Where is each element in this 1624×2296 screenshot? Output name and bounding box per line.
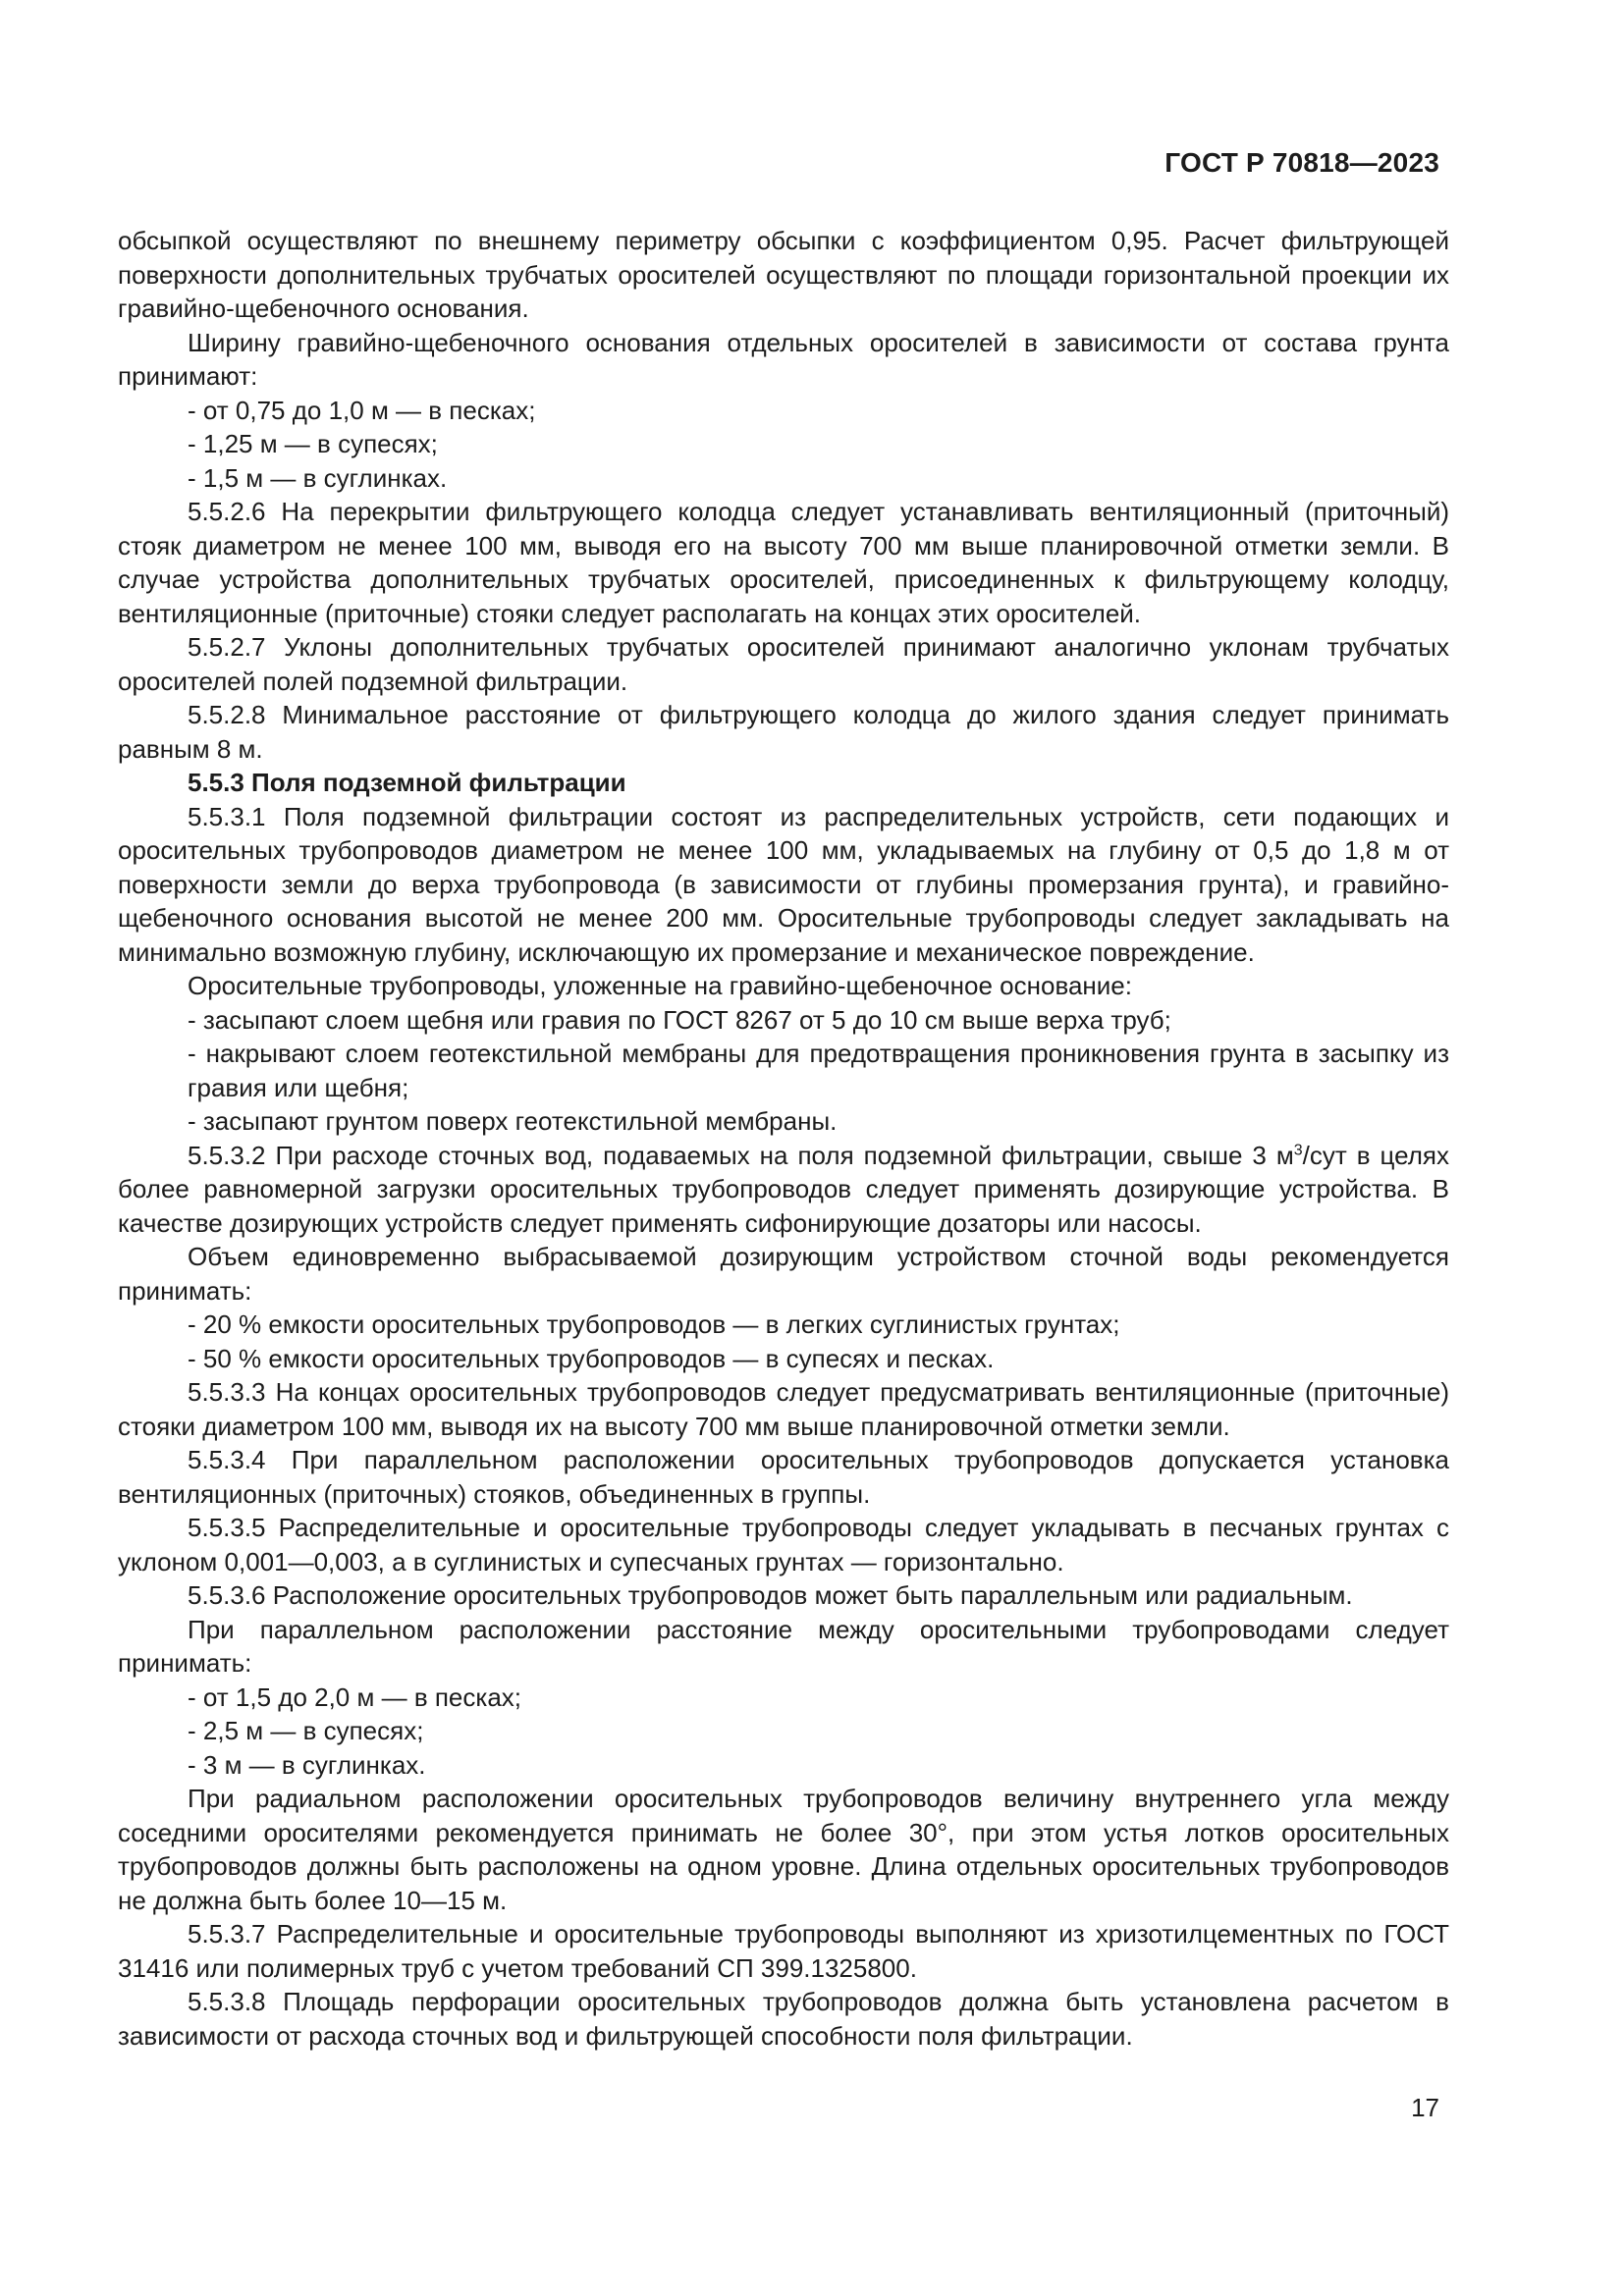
clause-5-5-2-7: 5.5.2.7 Уклоны дополнительных трубчатых оросителей принимают аналогично уклонам трубчатых оросителей полей подземной фильтрации. <box>118 632 1449 696</box>
list-item: - 1,5 м — в суглинках. <box>188 462 448 493</box>
clause-5-5-3-8: 5.5.3.8 Площадь перфорации оросительных трубопроводов должна быть установлена расчетом в зависимости от расхода сточных вод и фильтрующей способности поля фильтрации. <box>118 1987 1449 2051</box>
list-item: - 50 % емкости оросительных трубопроводов — в супесях и песках. <box>188 1343 995 1373</box>
clause-5-5-3-5: 5.5.3.5 Распределительные и оросительные трубопроводы следует укладывать в песчаных грунтах с уклоном 0,001—0,003, а в суглинистых и супесчаных грунтах — горизонтально. <box>118 1513 1449 1576</box>
list-item: - засыпают грунтом поверх геотекстильной мембраны. <box>188 1106 838 1136</box>
paragraph-parallel: При параллельном расположении расстояние между оросительными трубопроводами следует принимать: <box>118 1614 1449 1678</box>
clause-5-5-2-6: 5.5.2.6 На перекрытии фильтрующего колодца следует устанавливать вентиляционный (приточный) стояк диаметром не менее 100 мм, выводя его на высоту 700 мм выше планировочной отметки земли. В случае устройства дополнительных трубчатых оросителей, присоединенных к фильтрующему колодцу, вентиляционные (приточные) стояки следует располагать на концах этих оросителей. <box>118 497 1449 628</box>
clause-5-5-3-2 <box>118 1139 1449 1241</box>
list-item: - от 0,75 до 1,0 м — в песках; <box>188 395 536 425</box>
list-item: - 20 % емкости оросительных трубопроводов — в легких суглинистых грунтах; <box>188 1309 1120 1339</box>
clause-5-5-3-2-part-b: /сут в целях более равномерной загрузки оросительных трубопроводов следует применять дозирующие устройства. В качестве дозирующих устройств следует применять сифонирующие дозаторы или насосы. <box>118 1140 1449 1238</box>
paragraph-pipes-intro: Оросительные трубопроводы, уложенные на гравийно-щебеночное основание: <box>188 971 1132 1000</box>
paragraph-continuation: обсыпкой осуществляют по внешнему периметру обсыпки с коэффициентом 0,95. Расчет фильтрующей поверхности дополнительных трубчатых оросителей осуществляют по площади горизонтальной проекции их гравийно-щебеночного основания. <box>118 226 1449 323</box>
section-heading-5-5-3: 5.5.3 Поля подземной фильтрации <box>188 768 626 797</box>
clause-5-5-3-1: 5.5.3.1 Поля подземной фильтрации состоят из распределительных устройств, сети подающих и оросительных трубопроводов диаметром не менее 100 мм, укладываемых на глубину от 0,5 до 1,8 м от поверхности земли до верха трубопровода (в зависимости от глубины промерзания грунта), и гравийно-щебеночного основания высотой не менее 200 мм. Оросительные трубопроводы следует закладывать на минимально возможную глубину, исключающую их промерзание и механическое повреждение. <box>118 801 1449 967</box>
superscript-3: 3 <box>1293 1141 1303 1158</box>
list-item: - от 1,5 до 2,0 м — в песках; <box>188 1682 522 1712</box>
document-header-code: ГОСТ Р 70818—2023 <box>1164 147 1439 178</box>
list-item: - 1,25 м — в супесях; <box>188 429 438 458</box>
clause-5-5-3-3: 5.5.3.3 На концах оросительных трубопроводов следует предусматривать вентиляционные (приточные) стояки диаметром 100 мм, выводя их на высоту 700 мм выше планировочной отметки земли. <box>118 1377 1449 1441</box>
list-item: - 3 м — в суглинках. <box>188 1749 426 1780</box>
list-item: - засыпают слоем щебня или гравия по ГОСТ 8267 от 5 до 10 см выше верха труб; <box>188 1004 1171 1035</box>
clause-5-5-3-2-part-a: 5.5.3.2 При расходе сточных вод, подаваемых на поля подземной фильтрации, свыше 3 м <box>188 1140 1294 1170</box>
paragraph-radial: При радиальном расположении оросительных трубопроводов величину внутреннего угла между соседними оросителями рекомендуется принимать не более 30°, при этом устья лотков оросительных трубопроводов должны быть расположены на одном уровне. Длина отдельных оросительных трубопроводов не должна быть более 10—15 м. <box>118 1784 1449 1915</box>
clause-5-5-3-4: 5.5.3.4 При параллельном расположении оросительных трубопроводов допускается установка вентиляционных (приточных) стояков, объединенных в группы. <box>118 1445 1449 1509</box>
clause-5-5-3-6: 5.5.3.6 Расположение оросительных трубопроводов может быть параллельным или радиальным. <box>188 1580 1353 1610</box>
paragraph-volume: Объем единовременно выбрасываемой дозирующим устройством сточной воды рекомендуется принимать: <box>118 1242 1449 1306</box>
list-item: - накрывают слоем геотекстильной мембраны для предотвращения проникновения грунта в засыпку из гравия или щебня; <box>188 1039 1449 1102</box>
clause-5-5-3-7: 5.5.3.7 Распределительные и оросительные трубопроводы выполняют из хризотилцементных по ГОСТ 31416 или полимерных труб с учетом требований СП 399.1325800. <box>118 1919 1449 1983</box>
document-body <box>118 224 1449 2053</box>
page-number: 17 <box>1411 2093 1439 2122</box>
clause-5-5-2-8: 5.5.2.8 Минимальное расстояние от фильтрующего колодца до жилого здания следует принимать равным 8 м. <box>118 700 1449 764</box>
paragraph-base-width: Ширину гравийно-щебеночного основания отдельных оросителей в зависимости от состава грунта принимают: <box>118 327 1449 391</box>
list-item: - 2,5 м — в супесях; <box>188 1716 424 1745</box>
